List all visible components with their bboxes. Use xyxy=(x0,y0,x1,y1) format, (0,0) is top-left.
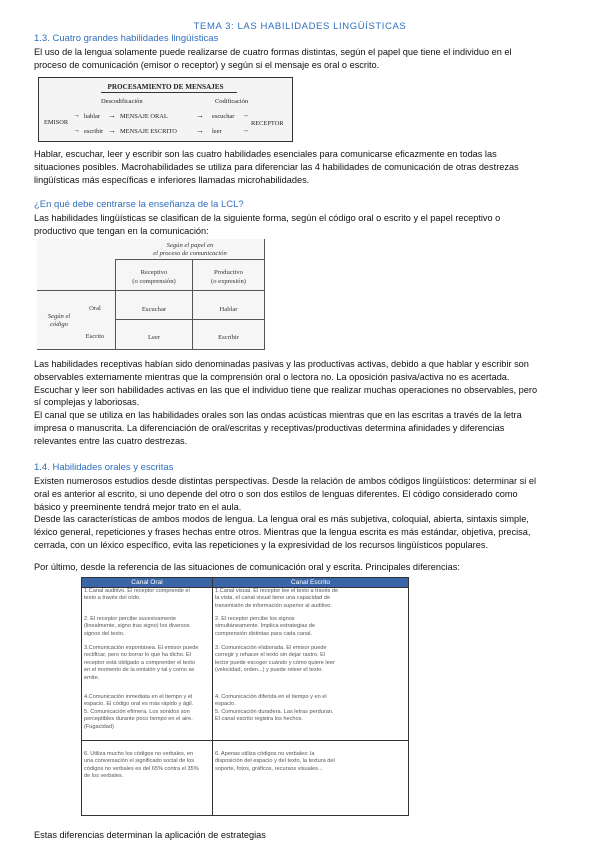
cell-escribir: Escribir xyxy=(218,334,239,341)
label-leer: leer xyxy=(212,128,222,135)
text-line: lingüísticas más específicas e inferiores llamadas microhabilidades. xyxy=(34,174,310,185)
paragraph-hablar-escuchar xyxy=(34,148,564,186)
paragraph-por-ultimo: Por último, desde la referencia de las situaciones de comunicación oral y escrita. Principales diferencias: xyxy=(34,562,460,572)
table-cell: 2. El receptor percibe sucesivamente (linealmente, signo tras signo) los diversos signos del texto. xyxy=(84,616,190,637)
table-cell: 1.Canal visual. El receptor lee el texto a través de la vista, el canal visual tiene una capacidad de transmisión de información superior al auditivo. xyxy=(215,588,339,609)
table-cell: 2. El receptor percibe los signos simultáneamente. Implica estrategias de comprensión distintas para cada canal. xyxy=(215,616,316,637)
page-title: TEMA 3: LAS HABILIDADES LINGÜÍSTICAS xyxy=(193,21,407,32)
table-cell: 1.Canal auditivo. El receptor comprende el texto a través del oído. xyxy=(84,588,190,602)
text-line: Las habilidades receptivas habían sido denominadas pasivas y las productivas activas, debido a que hablar y escribir son xyxy=(34,359,529,369)
procesamiento-mensajes-figure xyxy=(38,77,293,142)
text-line: productivo que tengan en la comunicación: xyxy=(34,225,209,236)
label-emisor: EMISOR xyxy=(44,119,69,126)
header-productivo-sub: (o expresión) xyxy=(211,278,246,285)
cell-escuchar: Escuchar xyxy=(141,306,167,313)
table-cell: 3.Comunicación espontánea. El emisor puede rectificar, pero no borrar lo que ha dicho. El receptor está obligado a comprender el texto en el momento de la emisión y tal y como se emite. xyxy=(84,645,199,681)
differences-table xyxy=(81,577,409,816)
text-line: léxico general, repeticiones y frases hechas entre otros. Mientras que la lengua escrita es más estándar, objetiva, precisa, xyxy=(34,527,531,538)
text-line: impresa o manuscrita. La diferenciación de oral/escritas y receptivas/productivas determina afinidades y diferencias xyxy=(34,422,505,433)
header-canal-oral: Canal Oral xyxy=(82,578,212,587)
text-line: Existen numerosos estudios desde distintas perspectivas. Desde la relación de ambos códigos lingüísticos: determinar si el xyxy=(34,476,536,486)
text-line: sí complejas y laboriosas. xyxy=(34,397,140,408)
text-line: relevantes entre las cuatro destrezas. xyxy=(34,435,188,446)
arrow-icon: → xyxy=(73,126,80,134)
label-codificacion: Codificación xyxy=(215,98,249,105)
arrow-icon: → xyxy=(196,111,204,120)
column-oral xyxy=(82,587,212,815)
text-line: El uso de la lengua solamente puede realizarse de cuatro formas distintas, según el papel que tiene el individuo en el xyxy=(34,47,512,57)
table-cell: 3. Comunicación elaborada. El emisor puede corregir y rehacer el texto sin dejar rastro. El lector puede escoger cuándo y cómo quiere leer (velocidad, orden...) y puede releer el texto. xyxy=(215,645,335,674)
row-label-oral: Oral xyxy=(89,305,101,312)
label-mensaje-oral: MENSAJE ORAL xyxy=(120,113,168,120)
header-productivo: Productivo xyxy=(214,269,243,276)
column-escrito xyxy=(213,587,408,815)
text-line: proceso de comunicación (emisor o receptor) y según si el mensaje es oral o escrito. xyxy=(34,59,380,70)
text-line: oral es anterior al escrito, si uno depende del otro o son dos estilos de lenguas diferentes. El código considerado como xyxy=(34,488,518,499)
section-heading-1-3: 1.3. Cuatro grandes habilidades lingüísticas xyxy=(34,33,219,44)
label-escuchar: escuchar xyxy=(212,113,235,120)
label-mensaje-escrito: MENSAJE ESCRITO xyxy=(120,128,177,135)
arrow-icon: → xyxy=(73,111,80,119)
section-heading-lcl: ¿En qué debe centrarse la enseñanza de la LCL? xyxy=(34,199,244,210)
section-heading-1-4: 1.4. Habilidades orales y escritas xyxy=(34,462,174,473)
paragraph-estudios xyxy=(34,475,564,552)
text-line: básico y preeminente tendrá mejor trato en el aula. xyxy=(34,501,242,512)
text-line: El canal que se utiliza en las habilidades orales son las ondas acústicas mientras que en las escritas a través de la letra xyxy=(34,410,522,421)
label-descodificacion: Descodificación xyxy=(101,98,143,105)
arrow-icon: → xyxy=(108,126,116,135)
header-receptivo-sub: (o comprensión) xyxy=(132,278,176,285)
figure-title: PROCESAMIENTO DE MENSAJES xyxy=(107,83,224,91)
table-cell: 4.Comunicación inmediata en el tiempo y el espacio. El código oral es más rápido y ágil. 5. Comunicación efímera. Los sonidos son perceptibles durante poco tiempo en el aire. (Fugacidad) xyxy=(84,694,194,730)
arrow-icon: → xyxy=(108,111,116,120)
table-cell: 6. Apenas utiliza códigos no verbales: la disposición del espacio y del texto, la textura del soporte, fotos, gráficos, recursos visuales... xyxy=(215,751,335,772)
label-hablar: hablar xyxy=(84,113,100,120)
side-label: Según el xyxy=(47,313,71,320)
table-cell: 6. Utiliza mucho los códigos no verbales, en una conversación el significado social de los códigos no verbales es del 65% contra el 35% de los verbales. xyxy=(84,751,199,780)
label-receptor: RECEPTOR xyxy=(251,120,284,127)
arrow-icon: → xyxy=(242,111,249,119)
divider xyxy=(101,92,237,93)
skills-classification-table xyxy=(37,239,265,350)
header-receptivo: Receptivo xyxy=(140,269,168,276)
paragraph-footer: Estas diferencias determinan la aplicación de estrategias xyxy=(34,830,266,840)
text-line: cerrada, con un léxico específico, evita las repeticiones y la expresividad de los recursos lingüísticos populares. xyxy=(34,539,488,550)
paragraph-clasificacion xyxy=(34,212,564,238)
arrow-icon: → xyxy=(242,126,249,134)
paragraph-uso-lengua xyxy=(34,46,564,72)
header-canal-escrito: Canal Escrito xyxy=(213,578,408,587)
text-line: Desde las características de ambos modos de lengua. La lengua oral es más subjetiva, coloquial, abierta, sintaxis simple, xyxy=(34,514,529,525)
text-line: Las habilidades lingüísticas se clasifican de la siguiente forma, según el código oral o escrito y el papel receptivo o xyxy=(34,213,501,223)
text-line: observables externamente mientras que la comprensión oral o lectora no. La oposición pasiva/activa no es acertada. xyxy=(34,371,510,382)
paragraph-receptivas xyxy=(34,358,564,448)
text-line: Escuchar y leer son habilidades activas en las que el individuo tiene que realizar muchas operaciones no observables, pero xyxy=(34,384,538,395)
text-line: Hablar, escuchar, leer y escribir son las cuatro habilidades esenciales para comunicarse eficazmente en todas las xyxy=(34,149,497,159)
table-cell: 4. Comunicación diferida en el tiempo y en el espacio. 5. Comunicación duradera. Las letras perduran. El canal escrito registra los hechos. xyxy=(215,694,334,723)
row-label-escrito: Escrito xyxy=(85,333,105,340)
cell-leer: Leer xyxy=(147,334,161,341)
label-escribir: escribir xyxy=(84,128,104,135)
side-label: código xyxy=(50,321,68,328)
arrow-icon: → xyxy=(196,126,204,135)
cell-hablar: Hablar xyxy=(219,306,238,313)
caption-line: Según el papel en xyxy=(166,242,214,249)
caption-line: el proceso de comunicación xyxy=(153,250,227,257)
text-line: situaciones posibles. Macrohabilidades se utiliza para diferenciar las 4 habilidades de comunicación de otras destrezas xyxy=(34,161,519,172)
